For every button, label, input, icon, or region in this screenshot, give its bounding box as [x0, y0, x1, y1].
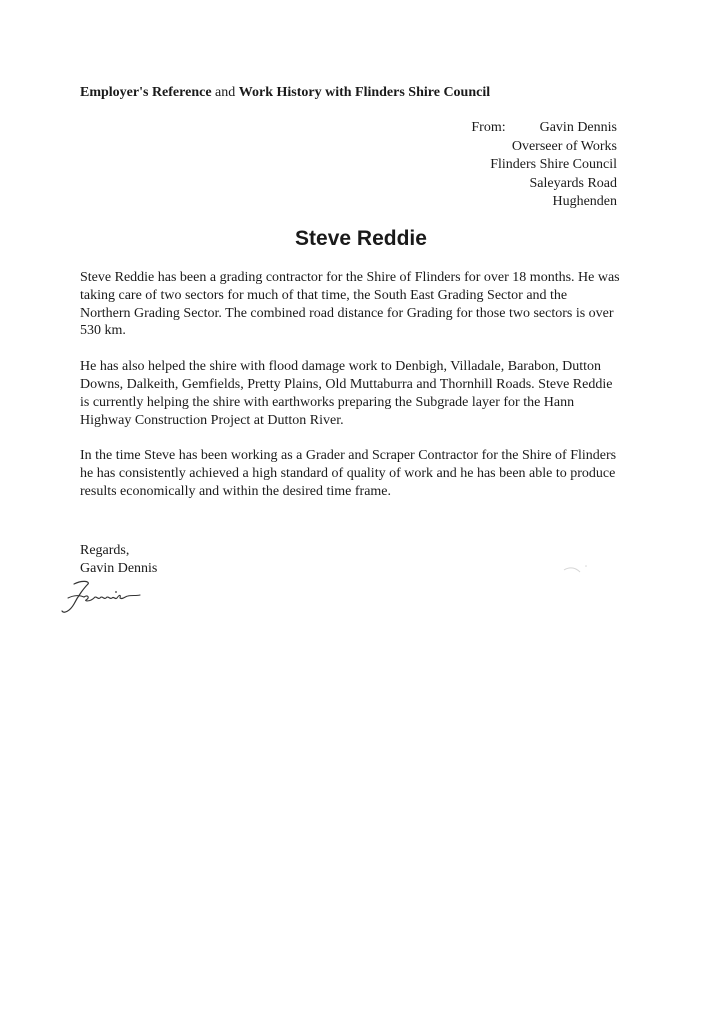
- sender-name: Gavin Dennis: [539, 120, 617, 135]
- document-title: Steve Reddie: [295, 227, 427, 250]
- scan-smudge: [562, 560, 592, 576]
- sender-town: Hughenden: [552, 194, 617, 209]
- paragraph-quality-of-work: In the time Steve has been working as a Grader and Scraper Contractor for the Shire of Flinders he has consistently achieved a high standard of quality of work and he has been able to produce results economically and within the desired time frame.: [80, 448, 617, 499]
- heading-part-work-history: Work History with Flinders Shire Council: [238, 85, 491, 100]
- sender-block: [471, 119, 617, 212]
- sender-position: Overseer of Works: [511, 138, 617, 154]
- sender-first-line: [471, 119, 617, 138]
- letter-heading: [80, 84, 490, 102]
- paragraph-flood-damage: He has also helped the shire with flood damage work to Denbigh, Villadale, Barabon, Dutton Downs, Dalkeith, Gemfields, Pretty Plains, Old Muttaburra and Thornhill Roads. Steve Reddie is currently helping the shire with earthworks preparing the Subgrade layer for the Hann Highway Construction Project at Dutton River.: [80, 359, 613, 428]
- sender-organisation: Flinders Shire Council: [490, 157, 617, 172]
- closing-block: [80, 542, 157, 577]
- handwritten-signature: [60, 578, 160, 616]
- heading-part-reference: Employer's Reference: [80, 85, 212, 100]
- letter-body: [80, 269, 620, 519]
- paragraph-grading-contract: Steve Reddie has been a grading contractor for the Shire of Flinders for over 18 months. He was taking care of two sectors for much of that time, the South East Grading Sector and the Northern Grading Sector. The combined road distance for Grading for those two sectors is over 530 km.: [80, 270, 620, 339]
- closing-regards: Regards,: [80, 543, 130, 558]
- heading-part-and: and: [215, 85, 236, 100]
- from-label: From:: [471, 120, 506, 135]
- sender-street: Saleyards Road: [529, 175, 617, 191]
- closing-signer-name: Gavin Dennis: [80, 560, 158, 576]
